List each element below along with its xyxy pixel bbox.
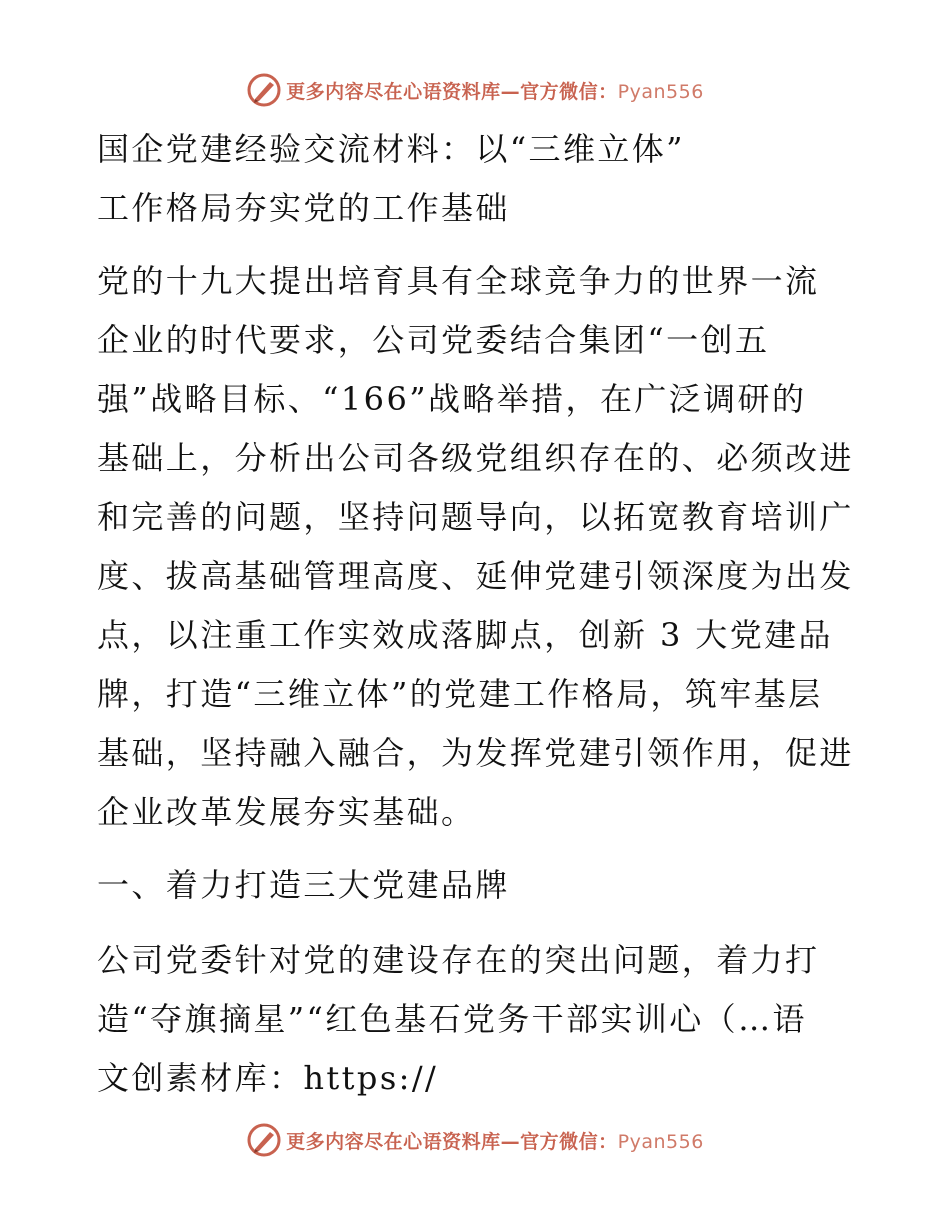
text-line: 强”战略目标、“166”战略举措，在广泛调研的 (97, 380, 807, 418)
text-line: 企业改革发展夯实基础。 (97, 793, 476, 831)
text-line: 度、拔高基础管理高度、延伸党建引领深度为出发 (97, 557, 854, 595)
intro-paragraph (97, 252, 857, 842)
title-line: 工作格局夯实党的工作基础 (97, 189, 510, 227)
section-heading: 一、着力打造三大党建品牌 (97, 866, 510, 904)
pen-logo-icon (246, 72, 282, 108)
watermark-text: 更多内容尽在心语资料库—官方微信：Pyan556 (286, 80, 704, 103)
text-line: 和完善的问题，坚持问题导向，以拓宽教育培训广 (97, 498, 854, 536)
text-line: 点，以注重工作实效成落脚点，创新 3 大党建品 (97, 616, 833, 654)
document-body (97, 120, 857, 1108)
text-line: 造“夺旗摘星”“红色基石党务干部实训心（…语 (97, 1000, 807, 1038)
pen-logo-icon (246, 1122, 282, 1158)
title-line: 国企党建经验交流材料：以“三维立体” (97, 130, 685, 168)
text-line: 企业的时代要求，公司党委结合集团“一创五 (97, 321, 770, 359)
text-line: 文创素材库：https:// (97, 1059, 439, 1097)
section-paragraph (97, 931, 857, 1108)
document-title (97, 120, 857, 238)
text-line: 党的十九大提出培育具有全球竞争力的世界一流 (97, 262, 820, 300)
watermark-footer (0, 1120, 950, 1160)
text-line: 基础，坚持融入融合，为发挥党建引领作用，促进 (97, 734, 854, 772)
watermark-text: 更多内容尽在心语资料库—官方微信：Pyan556 (286, 1130, 704, 1153)
watermark-header (0, 70, 950, 110)
text-line: 基础上，分析出公司各级党组织存在的、必须改进 (97, 439, 854, 477)
text-line: 公司党委针对党的建设存在的突出问题，着力打 (97, 941, 820, 979)
text-line: 牌，打造“三维立体”的党建工作格局，筑牢基层 (97, 675, 823, 713)
